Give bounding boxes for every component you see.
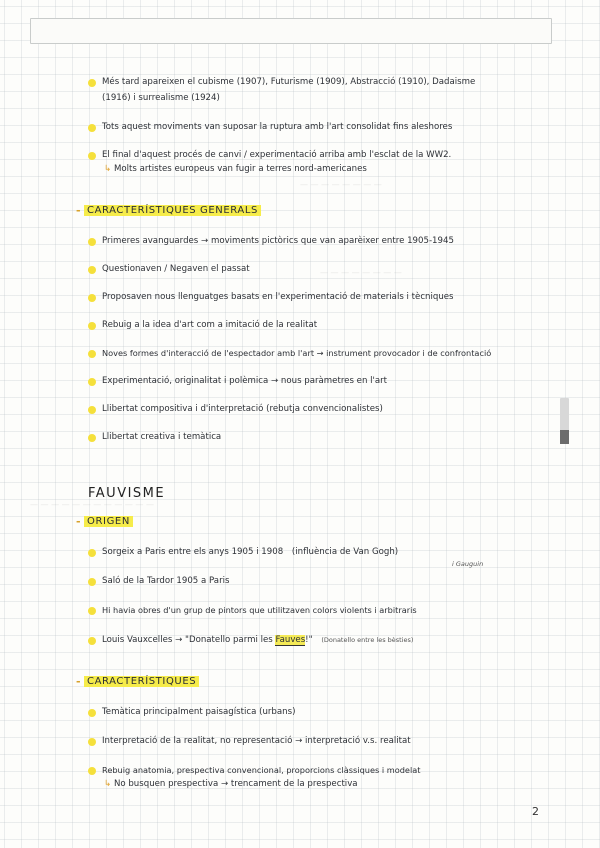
origin-item: Saló de la Tardor 1905 a Paris bbox=[102, 576, 230, 586]
general-item: Rebuig a la idea d'art com a imitació de la realitat bbox=[102, 320, 318, 330]
intro-item-1-line2: (1916) i surrealisme (1924) bbox=[102, 93, 220, 103]
intro-item-1-line1: Més tard apareixen el cubisme (1907), Futurisme (1909), Abstracció (1910), Dadaisme bbox=[102, 77, 476, 87]
general-item: Primeres avanguardes → moviments pictòrics que van aparèixer entre 1905-1945 bbox=[102, 236, 454, 246]
characteristics-heading: CARACTERÍSTIQUES bbox=[84, 676, 199, 687]
page-number: 2 bbox=[532, 805, 539, 818]
heading-dash: - bbox=[76, 515, 81, 528]
bullet-dot bbox=[88, 607, 96, 615]
origin-item: Sorgeix a Paris entre els anys 1905 i 1908 (influència de Van Gogh) bbox=[102, 547, 399, 557]
bullet-dot bbox=[88, 322, 96, 330]
intro-item-3-line1: El final d'aquest procés de canvi / experimentació arriba amb l'esclat de la WW2. bbox=[102, 150, 452, 160]
origin-item: Louis Vauxcelles → "Donatello parmi les Fauves!" (Donatello entre les bèsties) bbox=[102, 635, 414, 645]
general-item: Llibertat compositiva i d'interpretació (rebutja convencionalistes) bbox=[102, 404, 383, 414]
bullet-dot bbox=[88, 350, 96, 358]
bleed-through: — — — — — — — — bbox=[300, 180, 382, 189]
bullet-dot bbox=[88, 152, 96, 160]
bullet-dot bbox=[88, 378, 96, 386]
general-item: Llibertat creativa i temàtica bbox=[102, 432, 222, 442]
bullet-dot bbox=[88, 238, 96, 246]
general-item: Proposaven nous llenguatges basats en l'experimentació de materials i tècniques bbox=[102, 292, 454, 302]
sub-arrow-icon: ↳ bbox=[104, 164, 112, 174]
bullet-dot bbox=[88, 124, 96, 132]
bullet-dot bbox=[88, 637, 96, 645]
bullet-dot bbox=[88, 578, 96, 586]
bleed-through: — — — — — — — — — — — — bbox=[30, 500, 154, 509]
side-tab-marker bbox=[560, 398, 569, 444]
intro-item-2: Tots aquest moviments van suposar la ruptura amb l'art consolidat fins aleshores bbox=[102, 122, 453, 132]
general-item: Questionaven / Negaven el passat bbox=[102, 264, 250, 274]
general-heading: CARACTERÍSTIQUES GENERALS bbox=[84, 205, 261, 216]
characteristic-item: Temàtica principalment paisagística (urbans) bbox=[102, 707, 296, 717]
bullet-dot bbox=[88, 549, 96, 557]
section-title: FAUVISME bbox=[88, 486, 166, 501]
origin-item: Hi havia obres d'un grup de pintors que utilitzaven colors violents i arbitraris bbox=[102, 605, 417, 615]
intro-item-3-sub: ↳ Molts artistes europeus van fugir a terres nord-americanes bbox=[104, 164, 367, 174]
bleed-through: — — — — — — — — bbox=[320, 268, 402, 277]
header-box bbox=[30, 18, 552, 44]
bullet-dot bbox=[88, 79, 96, 87]
general-item: Experimentació, originalitat i polèmica → nous paràmetres en l'art bbox=[102, 376, 388, 386]
bullet-dot bbox=[88, 266, 96, 274]
bullet-dot bbox=[88, 294, 96, 302]
bullet-dot bbox=[88, 767, 96, 775]
bullet-dot bbox=[88, 434, 96, 442]
sub-arrow-icon: ↳ bbox=[104, 779, 112, 789]
bullet-dot bbox=[88, 709, 96, 717]
general-item: Noves formes d'interacció de l'espectador amb l'art → instrument provocador i de confrontació bbox=[102, 348, 492, 358]
bullet-dot bbox=[88, 406, 96, 414]
characteristic-item-sub: ↳ No busquen prespectiva → trencament de la prespectiva bbox=[104, 779, 358, 789]
characteristic-item: Rebuig anatomia, prespectiva convencional, proporcions clàssiques i modelat bbox=[102, 765, 421, 775]
heading-dash: - bbox=[76, 675, 81, 688]
origin-note: i Gauguin bbox=[452, 560, 484, 568]
heading-dash: - bbox=[76, 204, 81, 217]
origin-heading: ORIGEN bbox=[84, 516, 133, 527]
characteristic-item: Interpretació de la realitat, no representació → interpretació v.s. realitat bbox=[102, 736, 411, 746]
bullet-dot bbox=[88, 738, 96, 746]
